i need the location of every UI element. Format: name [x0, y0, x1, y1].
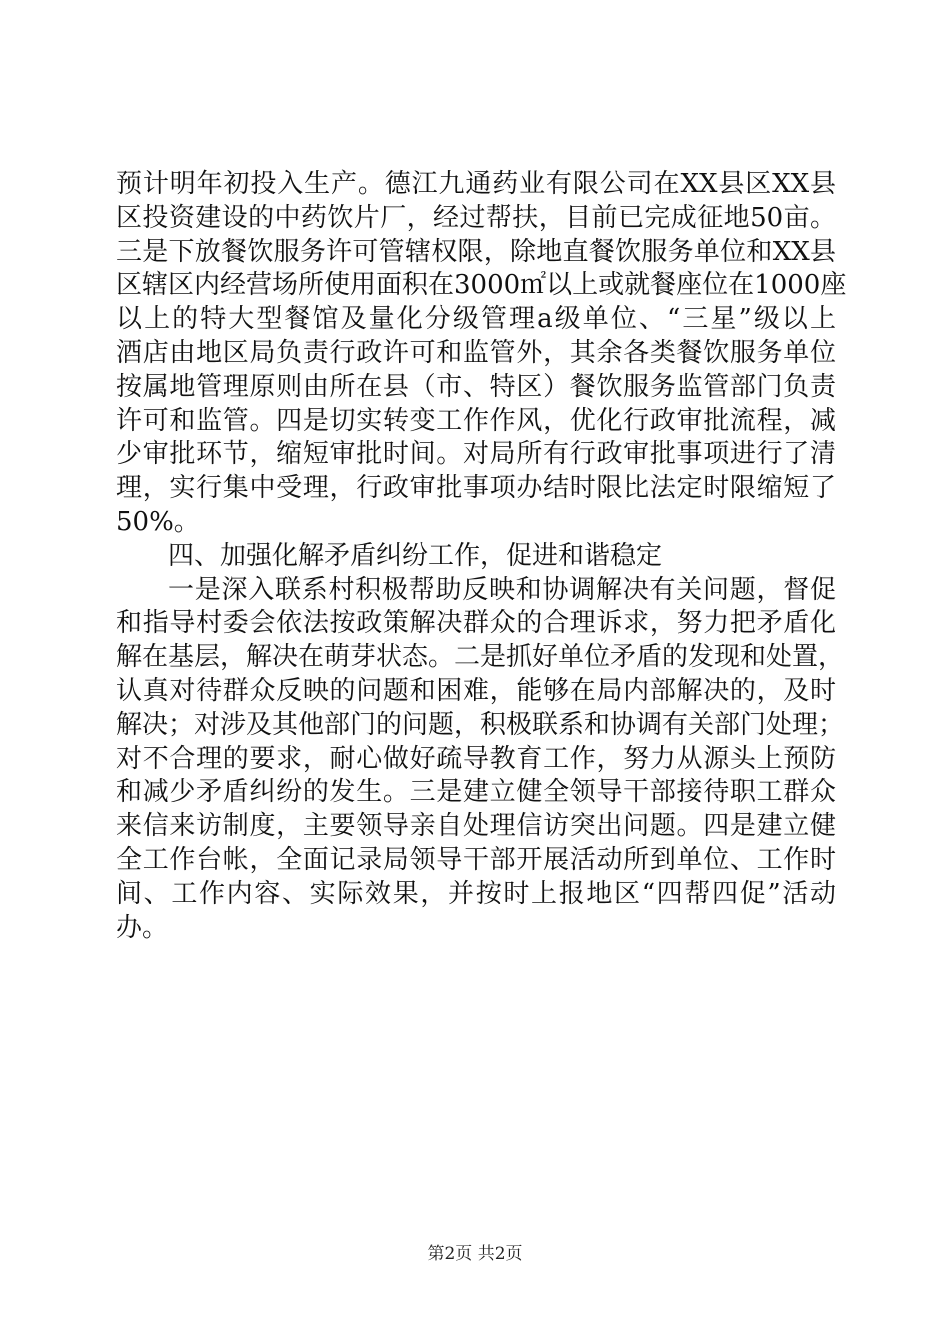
paragraph-1	[116, 168, 847, 540]
text-line: 许可和监管。四是切实转变工作作风，优化行政审批流程，减	[116, 405, 836, 436]
text-line: 少审批环节，缩短审批时间。对局所有行政审批事项进行了清	[116, 439, 836, 470]
text-line: 三是下放餐饮服务许可管辖权限，除地直餐饮服务单位和XX县	[116, 236, 836, 267]
paragraph-2	[116, 574, 845, 946]
text-line: 50%。	[116, 506, 200, 537]
text-line: 对不合理的要求，耐心做好疏导教育工作，努力从源头上预防	[116, 743, 836, 774]
text-line: 解在基层，解决在萌芽状态。二是抓好单位矛盾的发现和处置，	[116, 642, 845, 673]
document-body	[116, 168, 847, 945]
text-line: 和减少矛盾纠纷的发生。三是建立健全领导干部接待职工群众	[116, 777, 836, 808]
text-line: 来信来访制度，主要领导亲自处理信访突出问题。四是建立健	[116, 811, 836, 842]
text-line: 区辖区内经营场所使用面积在3000㎡以上或就餐座位在1000座	[116, 270, 847, 301]
text-line: 预计明年初投入生产。德江九通药业有限公司在XX县区XX县	[116, 169, 836, 199]
section-heading: 四、加强化解矛盾纠纷工作，促进和谐稳定	[168, 540, 663, 571]
text-line: 全工作台帐，全面记录局领导干部开展活动所到单位、工作时	[116, 844, 836, 875]
text-line: 间、工作内容、实际效果，并按时上报地区“四帮四促”活动	[116, 878, 836, 909]
text-line: 以上的特大型餐馆及量化分级管理a级单位、“三星”级以上	[116, 304, 836, 335]
text-line: 酒店由地区局负责行政许可和监管外，其余各类餐饮服务单位	[116, 337, 836, 368]
text-line: 办。	[116, 912, 169, 943]
text-line: 一是深入联系村积极帮助反映和协调解决有关问题，督促	[168, 574, 836, 605]
page-number: 第2页 共2页	[427, 1244, 523, 1264]
text-line: 解决；对涉及其他部门的问题，积极联系和协调有关部门处理；	[116, 709, 845, 740]
text-line: 区投资建设的中药饮片厂，经过帮扶，目前已完成征地50亩。	[116, 202, 836, 233]
text-line: 认真对待群众反映的问题和困难，能够在局内部解决的，及时	[116, 675, 836, 706]
text-line: 按属地管理原则由所在县（市、特区）餐饮服务监管部门负责	[116, 371, 836, 402]
text-line: 理，实行集中受理，行政审批事项办结时限比法定时限缩短了	[116, 473, 836, 504]
text-line: 和指导村委会依法按政策解决群众的合理诉求，努力把矛盾化	[116, 608, 836, 639]
